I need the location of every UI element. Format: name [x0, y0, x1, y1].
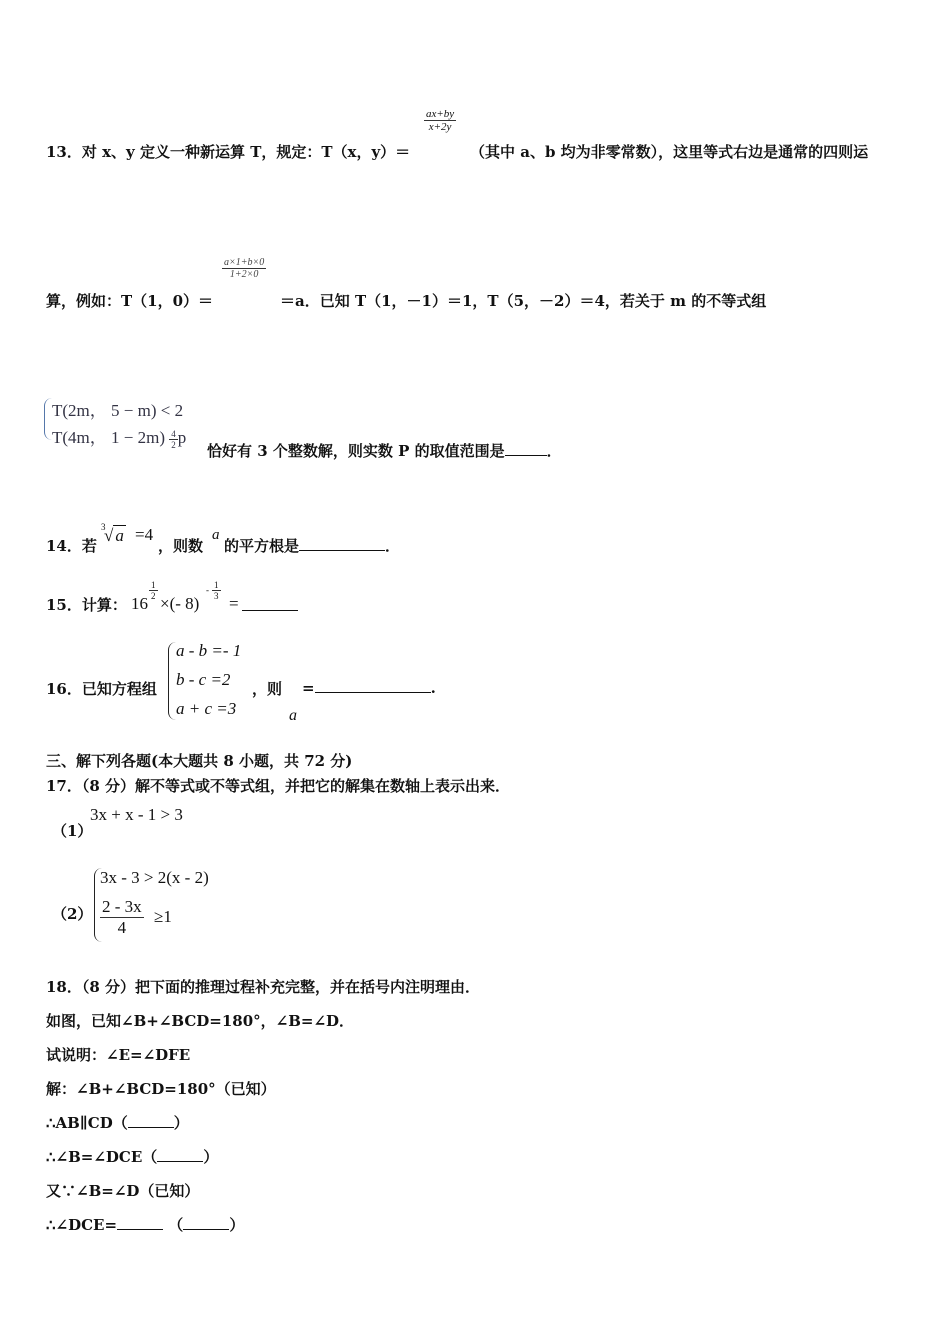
q15-exp2-num: 1	[214, 580, 219, 590]
q17-p2-frac-num: 2 - 3x	[102, 897, 142, 916]
q15-exp2-den: 3	[214, 591, 219, 601]
q18-step1-blank[interactable]	[128, 1113, 174, 1128]
q15-times: ×(- 8)	[160, 594, 200, 613]
q13-system-fraction	[169, 429, 178, 450]
q18-step2	[46, 1146, 218, 1167]
q15-equals: =	[229, 594, 239, 613]
q14-mid: ，则数	[158, 537, 204, 555]
q16-answer-blank[interactable]	[315, 678, 431, 693]
radical-sign-icon: √	[104, 526, 114, 545]
q16-var-below: a	[289, 707, 297, 724]
q17-title: 17．（8 分）解不等式或不等式组，并把它的解集在数轴上表示出来．	[46, 777, 511, 795]
q13-line3-text: 恰好有 3 个整数解，则实数 P 的取值范围是	[207, 442, 505, 460]
q16-eq2: b - c =2	[176, 670, 231, 689]
q18-step1	[46, 1112, 189, 1133]
q14-var: a	[212, 527, 220, 543]
q13-ex-denominator: 1+2×0	[229, 269, 259, 280]
q17-p2-eq1: 3x - 3 > 2(x - 2)	[100, 868, 209, 887]
q17-p2-ge: ≥1	[154, 907, 172, 926]
q13-line2-suffix: ＝a．已知 T（1，－1）＝1，T（5，－2）＝4，若关于 m 的不等式组	[280, 292, 767, 310]
q18-step4-blank1[interactable]	[117, 1215, 163, 1230]
q14-answer-blank[interactable]	[299, 536, 385, 551]
q18-step4-blank2[interactable]	[183, 1215, 229, 1230]
q16-eqsign-text: =	[302, 679, 315, 697]
q17-p2-frac-den: 4	[117, 918, 127, 937]
q16-end: .	[430, 679, 436, 697]
q15-base1: 16	[131, 594, 148, 613]
q16-eqsign	[302, 678, 436, 697]
q13-system-line2-b: p	[177, 428, 187, 447]
q15-prefix: 15．计算：	[46, 596, 127, 614]
q16-eq3: a + c =3	[176, 699, 237, 718]
q13-ex-numerator: a×1+b×0	[224, 257, 265, 268]
q18-step4-open: （	[168, 1216, 184, 1234]
q13-line3-end: ．	[546, 442, 562, 460]
q13-line1-suffix: （其中 a、b 均为非零常数），这里等式右边是通常的四则运	[470, 143, 869, 161]
q15-answer-blank[interactable]	[242, 596, 298, 611]
q14-suffix-text: 的平方根是	[224, 537, 300, 555]
q14-radical	[104, 526, 126, 546]
q13-system-line2-a: T(4m， 1 − 2m)	[52, 428, 170, 447]
q13-definition-fraction	[424, 108, 456, 133]
q18-solution: 解：∠B+∠BCD=180°（已知）	[46, 1080, 276, 1098]
q18-step2-text: ∴∠B=∠DCE（	[46, 1148, 158, 1166]
q13-system-line2	[52, 423, 186, 450]
q18-given: 如图，已知∠B+∠BCD=180°，∠B=∠D．	[46, 1012, 355, 1030]
q17-p2-fraction	[100, 897, 144, 938]
q14-suffix	[224, 535, 400, 556]
section3-heading: 三、解下列各题(本大题共 8 小题，共 72 分)	[46, 752, 353, 770]
q16-eq1: a - b =- 1	[176, 641, 242, 660]
q15-exp1-num: 1	[151, 580, 156, 590]
q18-step2-blank[interactable]	[157, 1147, 203, 1162]
q18-step2-close: ）	[203, 1148, 219, 1166]
q15-exp1-den: 2	[151, 591, 156, 601]
q13-example-fraction	[222, 257, 266, 280]
q13-def-denominator: x+2y	[428, 121, 452, 133]
q13-system-frac-num: 4	[171, 428, 176, 439]
q17-p1-expr: 3x + x - 1 > 3	[90, 805, 183, 824]
q15-exponent2	[212, 580, 221, 601]
q13-system-frac-den: 2	[171, 439, 176, 450]
q18-step4-text: ∴∠DCE=	[46, 1216, 118, 1234]
q14-end: ．	[385, 537, 401, 555]
q13-line2-prefix: 算，例如：T（1，0）＝	[46, 292, 214, 310]
q18-step1-text: ∴AB∥CD（	[46, 1114, 128, 1132]
q14-prefix: 14．若	[46, 537, 97, 555]
q18-title: 18．（8 分）把下面的推理过程补充完整，并在括号内注明理由．	[46, 978, 481, 996]
q13-line3	[207, 440, 562, 461]
q18-step4-close: ）	[229, 1216, 245, 1234]
q16-prefix: 16．已知方程组	[46, 680, 157, 698]
q14-radicand: a	[115, 526, 124, 545]
q18-prove: 试说明：∠E=∠DFE	[46, 1046, 191, 1064]
q13-system-line1: T(2m， 5 − m) < 2	[52, 401, 184, 420]
q14-equals: =4	[135, 525, 154, 544]
q13-def-numerator: ax+by	[426, 108, 455, 120]
q15-exponent1	[149, 580, 158, 601]
q17-p1-label: （1）	[52, 822, 93, 840]
q13-line1-prefix: 13．对 x、y 定义一种新运算 T，规定：T（x，y）＝	[46, 143, 411, 161]
q16-then: ，则	[252, 680, 283, 698]
q13-answer-blank[interactable]	[505, 441, 547, 456]
q17-p2-label: （2）	[52, 905, 93, 923]
q14-root-index: 3	[101, 522, 106, 532]
q16-system-brace	[168, 642, 176, 720]
q18-step1-close: ）	[173, 1114, 189, 1132]
q15-exp2-sign: -	[206, 585, 209, 595]
q18-step3: 又∵∠B=∠D（已知）	[46, 1182, 200, 1200]
q18-step4	[46, 1214, 244, 1235]
